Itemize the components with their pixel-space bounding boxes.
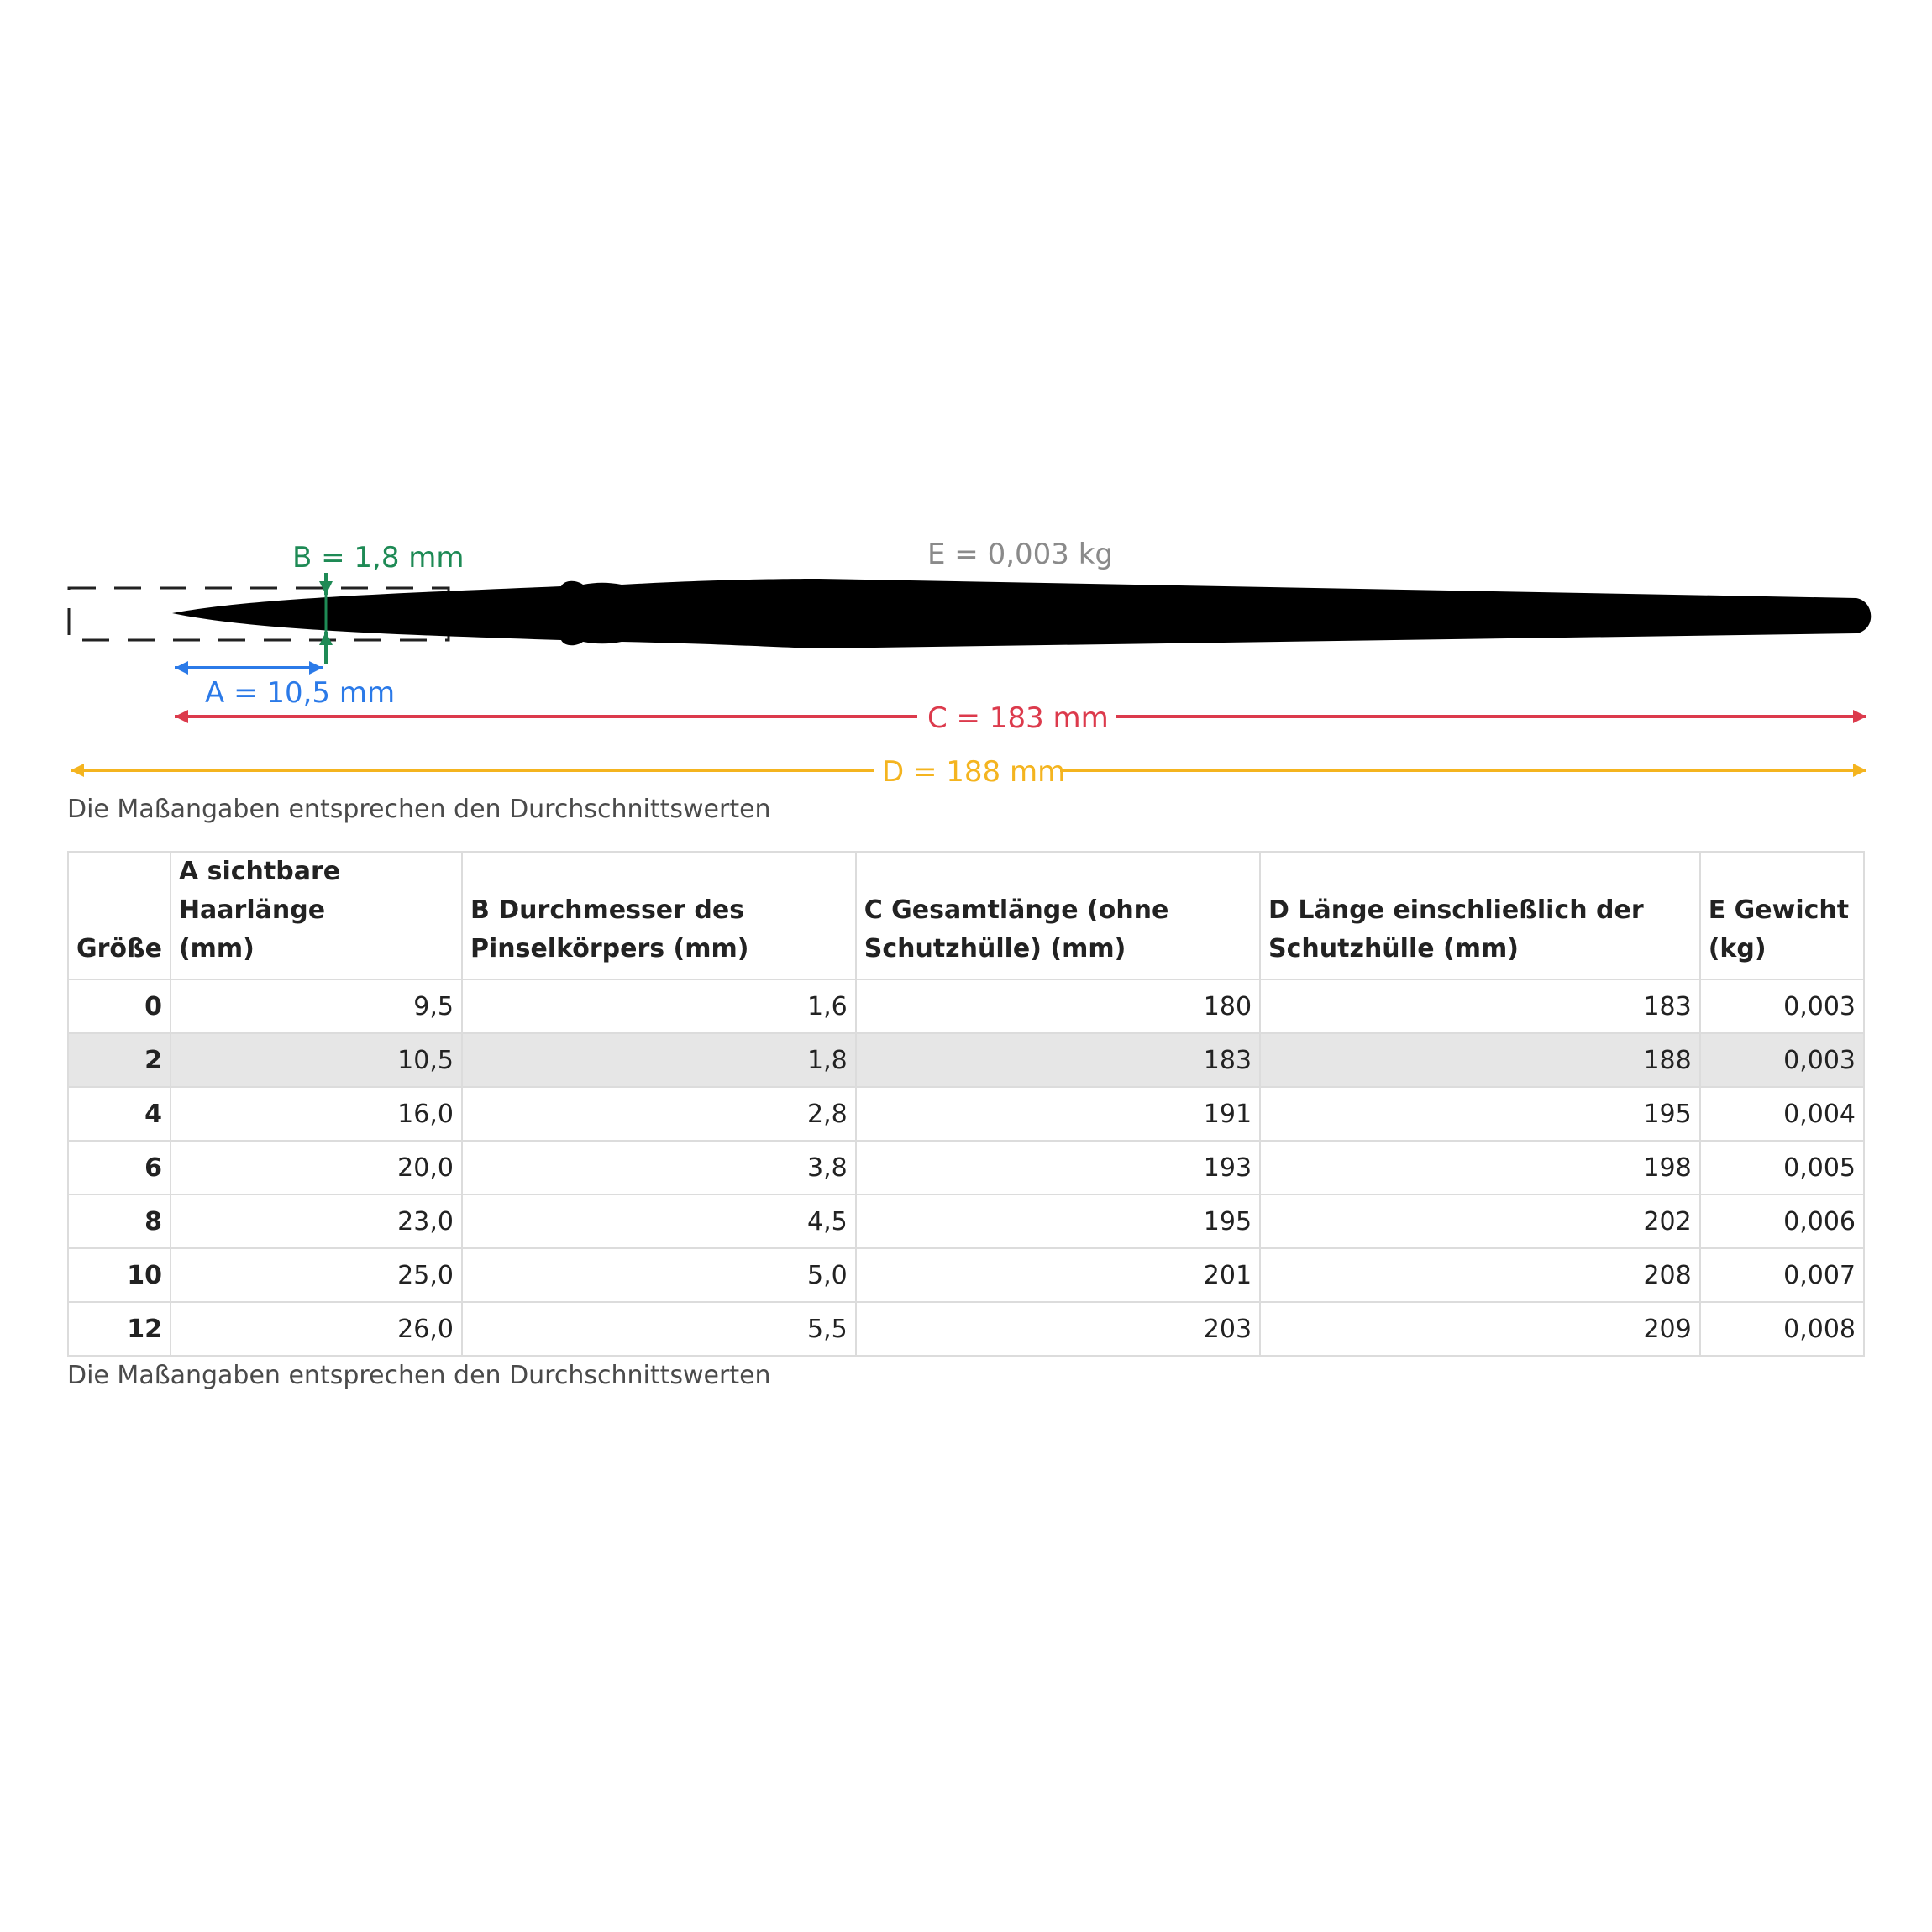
header-length-with-cap: D Länge einschließlich der Schutzhülle (mm) — [1260, 852, 1700, 979]
table-row — [68, 979, 1864, 1033]
cell-weight: 0,007 — [1700, 1248, 1864, 1302]
cell-weight: 0,008 — [1700, 1302, 1864, 1356]
cell-hair-length: 9,5 — [171, 979, 462, 1033]
cell-length-with-cap: 208 — [1260, 1248, 1700, 1302]
cell-length-with-cap: 202 — [1260, 1194, 1700, 1248]
cell-hair-length: 10,5 — [171, 1033, 462, 1087]
cell-diameter: 1,8 — [462, 1033, 856, 1087]
table-row — [68, 1194, 1864, 1248]
cell-length-with-cap: 188 — [1260, 1033, 1700, 1087]
cell-diameter: 3,8 — [462, 1141, 856, 1194]
cell-total-length: 183 — [856, 1033, 1260, 1087]
size-table — [67, 851, 1865, 1357]
cell-hair-length: 26,0 — [171, 1302, 462, 1356]
table-header-row — [68, 852, 1864, 979]
table-row — [68, 1141, 1864, 1194]
header-hair-length: A sichtbare Haarlänge (mm) — [171, 852, 462, 979]
cell-diameter: 5,0 — [462, 1248, 856, 1302]
cell-size: 12 — [68, 1302, 171, 1356]
cell-diameter: 1,6 — [462, 979, 856, 1033]
cell-total-length: 201 — [856, 1248, 1260, 1302]
cell-weight: 0,003 — [1700, 979, 1864, 1033]
table-row — [68, 1087, 1864, 1141]
cell-size: 2 — [68, 1033, 171, 1087]
dimension-b-label: B = 1,8 mm — [292, 541, 465, 575]
cell-hair-length: 25,0 — [171, 1248, 462, 1302]
cell-size: 10 — [68, 1248, 171, 1302]
cell-diameter: 4,5 — [462, 1194, 856, 1248]
dimension-e-label: E = 0,003 kg — [927, 538, 1113, 571]
cell-hair-length: 23,0 — [171, 1194, 462, 1248]
average-values-note: Die Maßangaben entsprechen den Durchschnittswerten — [67, 795, 771, 824]
cell-size: 8 — [68, 1194, 171, 1248]
table-row — [68, 1248, 1864, 1302]
table-row — [68, 1033, 1864, 1087]
header-diameter: B Durchmesser des Pinselkörpers (mm) — [462, 852, 856, 979]
brush-silhouette — [172, 579, 1871, 648]
cell-length-with-cap: 209 — [1260, 1302, 1700, 1356]
header-weight: E Gewicht (kg) — [1700, 852, 1864, 979]
cell-total-length: 195 — [856, 1194, 1260, 1248]
cell-weight: 0,003 — [1700, 1033, 1864, 1087]
dimension-d-label: D = 188 mm — [882, 755, 1066, 789]
cell-hair-length: 20,0 — [171, 1141, 462, 1194]
dimension-c-label: C = 183 mm — [927, 701, 1109, 735]
cell-length-with-cap: 183 — [1260, 979, 1700, 1033]
cell-length-with-cap: 198 — [1260, 1141, 1700, 1194]
cell-hair-length: 16,0 — [171, 1087, 462, 1141]
cell-weight: 0,005 — [1700, 1141, 1864, 1194]
cell-size: 6 — [68, 1141, 171, 1194]
cell-size: 0 — [68, 979, 171, 1033]
cell-diameter: 5,5 — [462, 1302, 856, 1356]
header-size: Größe — [68, 852, 171, 979]
cell-weight: 0,006 — [1700, 1194, 1864, 1248]
cell-total-length: 180 — [856, 979, 1260, 1033]
cell-total-length: 203 — [856, 1302, 1260, 1356]
cell-weight: 0,004 — [1700, 1087, 1864, 1141]
table-row — [68, 1302, 1864, 1356]
cell-diameter: 2,8 — [462, 1087, 856, 1141]
dimension-a-label: A = 10,5 mm — [205, 676, 396, 710]
cell-size: 4 — [68, 1087, 171, 1141]
cell-total-length: 191 — [856, 1087, 1260, 1141]
header-total-length: C Gesamtlänge (ohne Schutzhülle) (mm) — [856, 852, 1260, 979]
cell-length-with-cap: 195 — [1260, 1087, 1700, 1141]
average-values-note-bottom: Die Maßangaben entsprechen den Durchschnittswerten — [67, 1361, 771, 1390]
cell-total-length: 193 — [856, 1141, 1260, 1194]
